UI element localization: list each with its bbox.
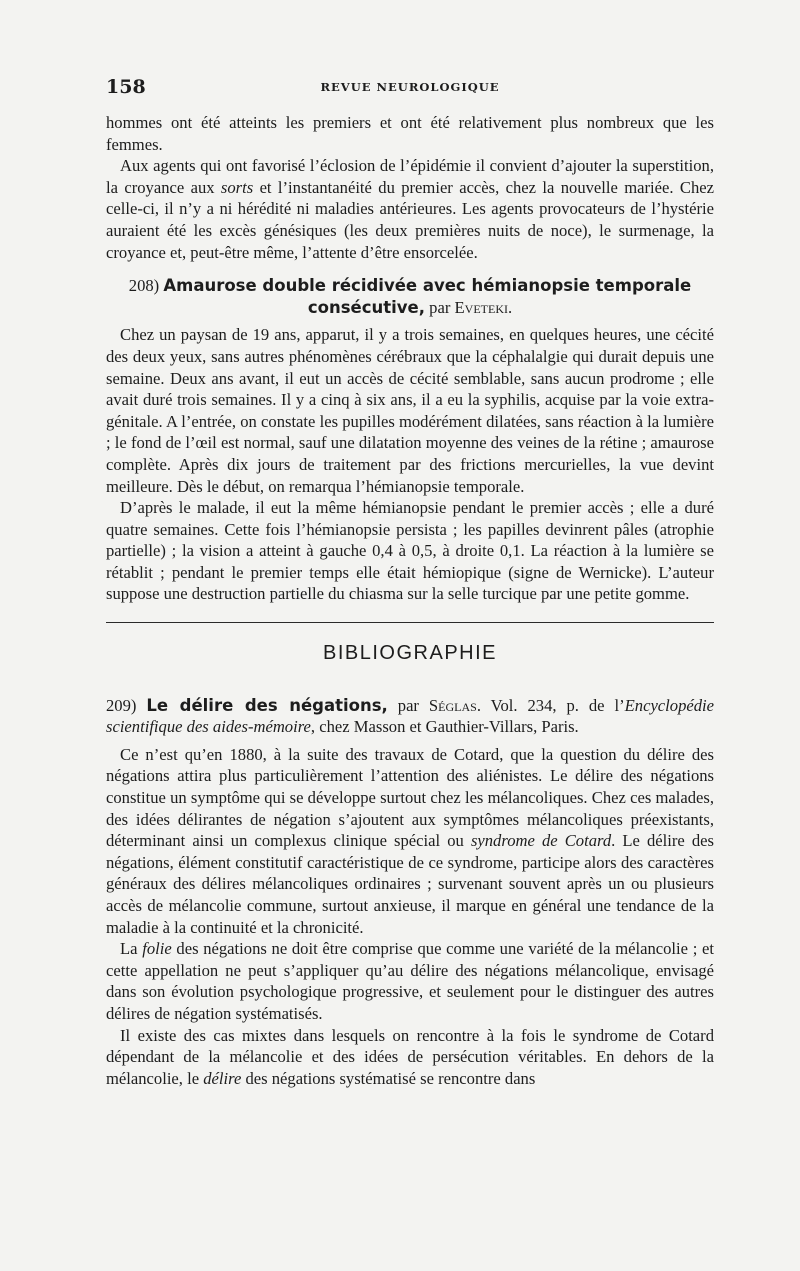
text-run: Aux agents qui ont favorisé l’éclosion de l’épidémie il convient d’ajouter la superstition, la croyance aux	[106, 156, 714, 197]
paragraph-case-2: D’après le malade, il eut la même hémianopsie pendant le premier accès ; elle a duré quatre semaines. Cette fois l’hémianopsie persista ; les papilles devinrent pâles (atrophie partielle) ; la vision a atteint à gauche 0,4 à 0,5, à droite 0,1. La réaction à la lumière se rétablit ; pendant le premier temps elle était hémiopique (signe de Wernicke). L’auteur suppose une destruction partielle du chiasma sur la selle turcique par une petite gomme.	[106, 498, 714, 604]
section-divider	[106, 622, 714, 623]
paragraph-folie	[106, 938, 714, 1024]
text-run: Ce n’est qu’en 1880, à la suite des travaux de Cotard, que la question du délire des négations attira plus particulièrement l’attention des aliénistes. Le délire des négations constitue un symptôme qui se développe surtout chez les mélancoliques. Chez ces malades, des idées délirantes de négation s’ajoutent aux symptômes mélancoliques préexistants, déterminant ainsi un complexus clinique spécial ou	[106, 744, 714, 851]
italic-run: Encyclopédie scientifique des aides-mémoire	[106, 695, 715, 737]
text-run: par	[425, 297, 455, 317]
text-run: Il existe des cas mixtes dans lesquels on rencontre à la fois le syndrome de Cotard dépendant de la mélancolie et des idées de persécution véritables. En dehors de la mélancolie, le	[106, 1025, 714, 1088]
paragraph-case: Chez un paysan de 19 ans, apparut, il y a trois semaines, en quelques heures, une cécité des deux yeux, sans autres phénomènes cérébraux que la céphalalgie qui durait depuis une semaine. Deux ans avant, il eut un accès de cécité semblable, sans aucun prodrome ; elle avait duré trois semaines. Il y a cinq à six ans, il a eu la syphilis, acquise par la voie extra-génitale. A l’entrée, on constate les pupilles modérément dilatées, sans réaction à la lumière ; le fond de l’œil est normal, sauf une dilatation moyenne des veines de la rétine ; amaurose complète. Après dix jours de traitement par des frictions mercurielles, la vue devint meilleure. Dès le début, on remarqua l’hémianopsie temporale.	[106, 325, 714, 496]
paragraph-agents	[106, 155, 714, 263]
entry-number: 208)	[128, 276, 160, 296]
body-text	[106, 112, 714, 1089]
paragraph-mixed	[106, 1025, 714, 1090]
entry-author: Séglas	[428, 695, 477, 715]
page-header	[106, 76, 714, 100]
entry-title: Le délire des négations,	[146, 695, 388, 715]
entry-number: 209)	[106, 695, 137, 715]
paragraph-cotard	[106, 744, 714, 938]
paragraph-continued: hommes ont été atteints les premiers et ont été relativement plus nombreux que les femmes.	[106, 113, 714, 154]
entry-208-heading	[106, 275, 714, 318]
italic-run: sorts	[220, 177, 254, 197]
text-run: , chez Masson et Gauthier-Villars, Paris.	[310, 717, 579, 737]
italic-run: délire	[203, 1068, 242, 1088]
text-run: et l’instantanéité du premier accès, chez la nouvelle mariée. Chez celle-ci, il n’y a ni hérédité ni maladies antérieures. Les agents provocateurs de l’hystérie auraient été les excès génésiques (les deux premières nuits de noce), le surmenage, la croyance et, peut-être même, l’attente d’être ensorcelée.	[106, 177, 714, 262]
entry-209-heading	[106, 695, 714, 738]
section-title: BIBLIOGRAPHIE	[323, 642, 497, 665]
entry-title: Amaurose double récidivée avec hémianopsie temporale consécutive,	[163, 276, 692, 317]
italic-run: syndrome de Cotard	[470, 831, 612, 851]
entry-author: Eveteki.	[454, 297, 513, 317]
text-run: La	[120, 939, 143, 959]
text-run: par	[387, 695, 429, 715]
text-run: . Vol. 234, p. de l’	[476, 695, 625, 715]
text-run: des négations ne doit être comprise que comme une variété de la mélancolie ; et cette appellation ne peut s’appliquer qu’au délire des négations mélancolique, envisagé dans son évolution psychologique progressive, et seulement pour le distinguer des autres délires de négation systématisés.	[106, 939, 714, 1023]
page-number: 158	[106, 76, 146, 98]
italic-run: folie	[142, 939, 172, 959]
journal-title: REVUE NEUROLOGIQUE	[320, 80, 500, 94]
text-run: des négations systématisé se rencontre dans	[241, 1068, 536, 1088]
text-run: . Le délire des négations, élément constitutif caractéristique de ce syndrome, participe alors des caractères généraux des délires mélancoliques ordinaires ; survenant souvent après un ou plusieurs accès de mélancolie commune, surtout anxieuse, il marque en général une tendance de la maladie à la continuité et la chronicité.	[106, 831, 714, 937]
